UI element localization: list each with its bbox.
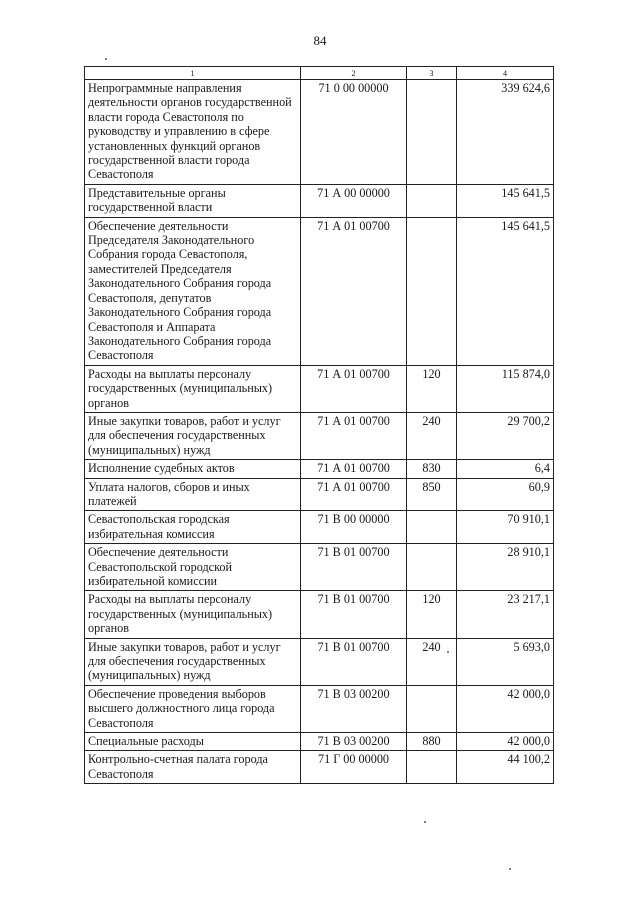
cell-name: Расходы на выплаты персоналу государственных (муниципальных) органов: [85, 365, 301, 412]
cell-code: 71 В 01 00700: [301, 638, 407, 685]
cell-code: 71 В 00 00000: [301, 511, 407, 544]
cell-code: 71 А 01 00700: [301, 460, 407, 478]
table-row: [85, 184, 554, 217]
table-row: [85, 591, 554, 638]
cell-code: 71 А 01 00700: [301, 365, 407, 412]
cell-name: Севастопольская городская избирательная комиссия: [85, 511, 301, 544]
cell-name: Иные закупки товаров, работ и услуг для обеспечения государственных (муниципальных) нужд: [85, 638, 301, 685]
cell-code: 71 В 03 00200: [301, 733, 407, 751]
scan-speck: [424, 821, 426, 823]
column-header: 2: [301, 67, 407, 80]
cell-kind: [407, 511, 457, 544]
cell-code: 71 В 01 00700: [301, 544, 407, 591]
cell-kind: 240: [407, 412, 457, 459]
cell-code: 71 В 03 00200: [301, 685, 407, 732]
cell-name: Контрольно-счетная палата города Севастополя: [85, 751, 301, 784]
cell-name: Обеспечение деятельности Севастопольской городской избирательной комиссии: [85, 544, 301, 591]
scan-speck: [509, 868, 511, 870]
cell-code: 71 Г 00 00000: [301, 751, 407, 784]
cell-name: Обеспечение проведения выборов высшего должностного лица города Севастополя: [85, 685, 301, 732]
cell-sum: 29 700,2: [457, 412, 554, 459]
cell-code: 71 А 01 00700: [301, 478, 407, 511]
cell-name: Непрограммные направления деятельности органов государственной власти города Севастополя по руководству и управлению в сфере установленных функций органов государственной власти города Севастополя: [85, 80, 301, 185]
column-header: 3: [407, 67, 457, 80]
scan-speck: [105, 58, 107, 60]
cell-kind: [407, 544, 457, 591]
cell-sum: 42 000,0: [457, 733, 554, 751]
table-row: [85, 217, 554, 365]
cell-sum: 115 874,0: [457, 365, 554, 412]
table-row: [85, 511, 554, 544]
cell-kind: 120: [407, 591, 457, 638]
budget-table: [84, 66, 554, 784]
cell-sum: 23 217,1: [457, 591, 554, 638]
cell-kind: [407, 217, 457, 365]
cell-kind: 850: [407, 478, 457, 511]
cell-kind: [407, 751, 457, 784]
cell-sum: 145 641,5: [457, 217, 554, 365]
cell-sum: 28 910,1: [457, 544, 554, 591]
table-row: [85, 638, 554, 685]
cell-name: Специальные расходы: [85, 733, 301, 751]
cell-sum: 339 624,6: [457, 80, 554, 185]
table-row: [85, 478, 554, 511]
cell-kind: 120: [407, 365, 457, 412]
table-row: [85, 460, 554, 478]
cell-sum: 42 000,0: [457, 685, 554, 732]
page-number: 84: [313, 33, 327, 48]
table-row: [85, 544, 554, 591]
table-row: [85, 80, 554, 185]
cell-kind: 240: [407, 638, 457, 685]
cell-sum: 70 910,1: [457, 511, 554, 544]
cell-name: Исполнение судебных актов: [85, 460, 301, 478]
cell-code: 71 В 01 00700: [301, 591, 407, 638]
cell-sum: 44 100,2: [457, 751, 554, 784]
cell-sum: 5 693,0: [457, 638, 554, 685]
cell-name: Уплата налогов, сборов и иных платежей: [85, 478, 301, 511]
cell-code: 71 А 00 00000: [301, 184, 407, 217]
cell-kind: 830: [407, 460, 457, 478]
cell-code: 71 А 01 00700: [301, 217, 407, 365]
cell-name: Расходы на выплаты персоналу государственных (муниципальных) органов: [85, 591, 301, 638]
cell-kind: [407, 685, 457, 732]
cell-code: 71 А 01 00700: [301, 412, 407, 459]
column-header: 1: [85, 67, 301, 80]
cell-name: Обеспечение деятельности Председателя Законодательного Собрания города Севастополя, заместителей Председателя Законодательного Собрания города Севастополя, депутатов Законодательного Собрания города Севастополя и Аппарата Законодательного Собрания города Севастополя: [85, 217, 301, 365]
cell-code: 71 0 00 00000: [301, 80, 407, 185]
column-header: 4: [457, 67, 554, 80]
table-row: [85, 412, 554, 459]
cell-name: Представительные органы государственной власти: [85, 184, 301, 217]
cell-kind: [407, 80, 457, 185]
table-row: [85, 685, 554, 732]
cell-kind: 880: [407, 733, 457, 751]
cell-sum: 145 641,5: [457, 184, 554, 217]
table-row: [85, 751, 554, 784]
cell-name: Иные закупки товаров, работ и услуг для обеспечения государственных (муниципальных) нужд: [85, 412, 301, 459]
table-row: [85, 733, 554, 751]
scan-speck: [447, 651, 449, 653]
table-row: [85, 365, 554, 412]
cell-sum: 60,9: [457, 478, 554, 511]
cell-kind: [407, 184, 457, 217]
cell-sum: 6,4: [457, 460, 554, 478]
table-header-row: [85, 67, 554, 80]
